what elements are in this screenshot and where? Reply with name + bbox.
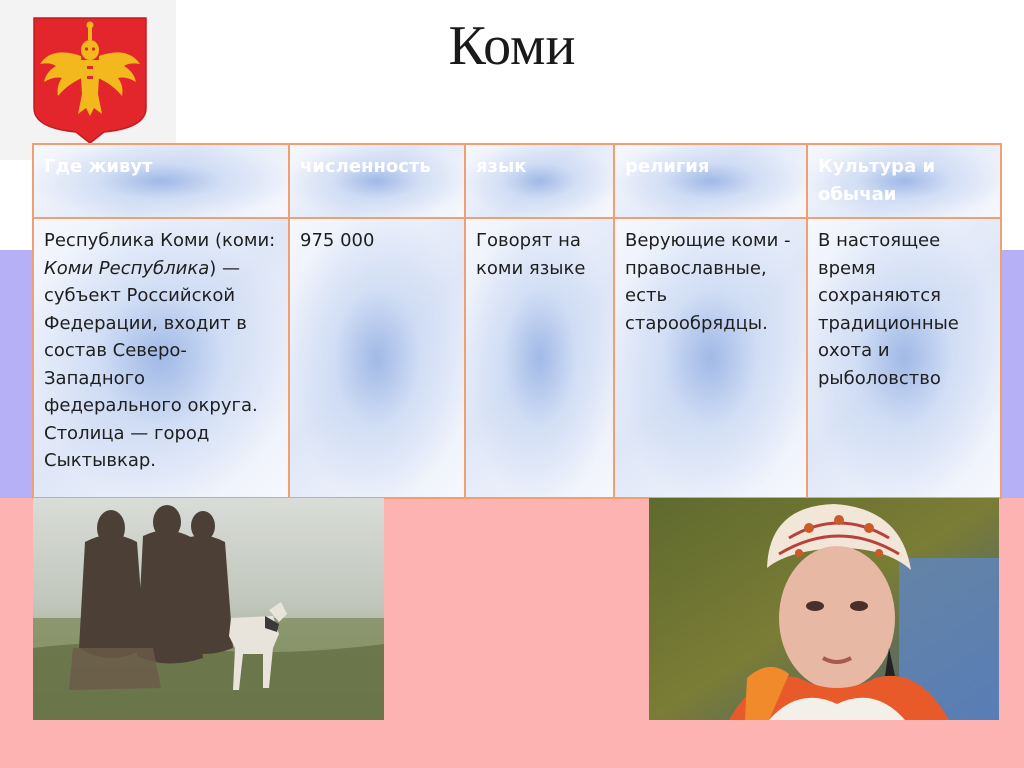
cell-language: Говорят на коми языке [465, 218, 614, 498]
table-header-row [33, 144, 1001, 218]
cell-population [289, 218, 465, 498]
population-value: 975 000 [300, 230, 375, 251]
hunters-photo [33, 498, 384, 720]
header-culture: Культура и обычаи [807, 144, 1001, 218]
table-row [33, 218, 1001, 498]
woman-portrait-photo [649, 498, 999, 720]
header-where: Где живут [33, 144, 289, 218]
header-language: язык [465, 144, 614, 218]
ethnography-table [32, 143, 1002, 499]
header-religion: религия [614, 144, 807, 218]
cell-where [33, 218, 289, 498]
cell-religion: Верующие коми - православные, есть старообрядцы. [614, 218, 807, 498]
where-italic-text: Коми Республика [44, 257, 210, 279]
header-population: численность [289, 144, 465, 218]
where-text: Республика Коми (коми: [44, 230, 276, 251]
cell-culture: В настоящее время сохраняются традиционные охота и рыболовство [807, 218, 1001, 498]
where-text-rest: ) — субъект Российской Федерации, входит в состав Северо-Западного федерального округа. Столица — город Сыктывкар. [44, 257, 258, 471]
page-title: Коми [448, 15, 576, 77]
